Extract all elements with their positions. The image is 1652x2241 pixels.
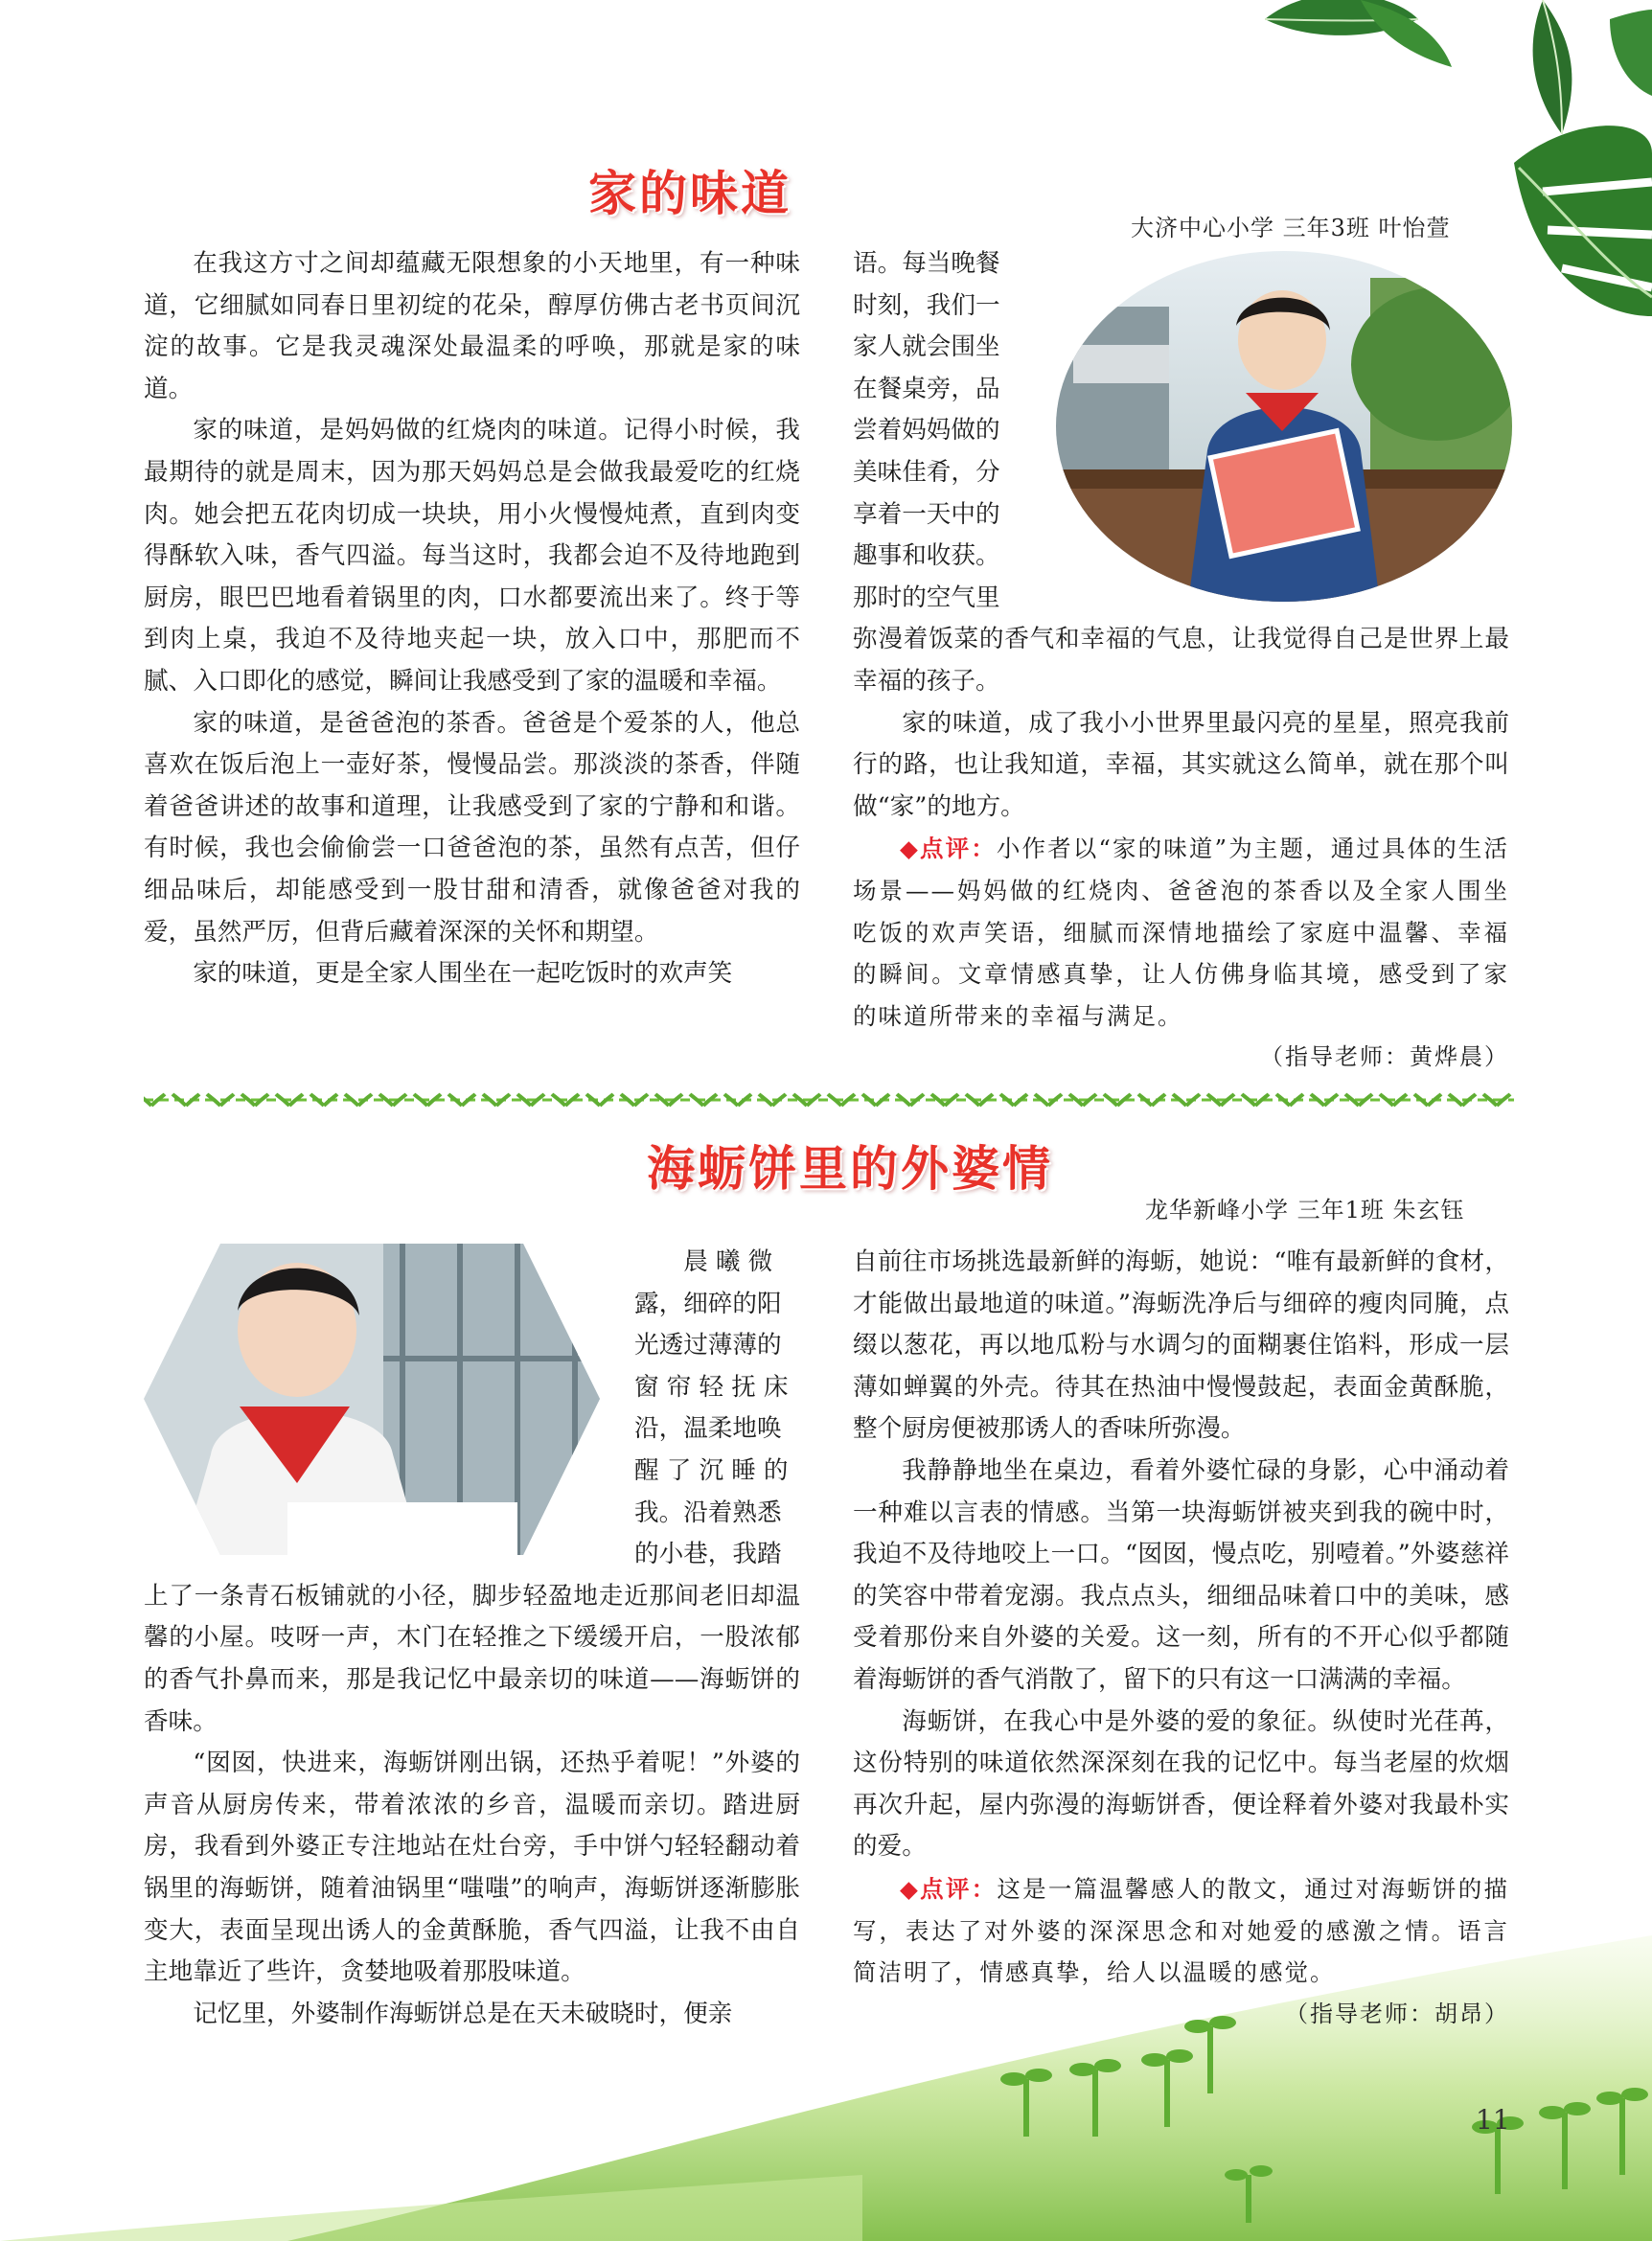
comment-text: 小作者以“家的味道”为主题，通过具体的生活场景——妈妈做的红烧肉、爸爸泡的茶香以及全家人围坐吃饭的欢声笑语，细腻而深情地描绘了家庭中温馨、幸福的瞬间。文章情感真挚，让人仿佛身临其境，感受到了家的味道所带来的幸福与满足。 [853, 835, 1509, 1030]
article2-right-column [853, 1242, 1509, 2035]
text-line: 晨 曦 微 [683, 1247, 773, 1276]
article2-paragraph: “囡囡，快进来，海蛎饼刚出锅，还热乎着呢！”外婆的声音从厨房传来，带着浓浓的乡音，温暖而亲切。踏进厨房，我看到外婆正专注地站在灶台旁，手中饼勺轻轻翻动着锅里的海蛎饼，随着油锅里“嗤嗤”的响声，海蛎饼逐渐膨胀变大，表面呈现出诱人的金黄酥脆，香气四溢，让我不由自主地靠近了些许，贪婪地吸着那股味道。 [144, 1749, 800, 1987]
text-line: 语。每当晚餐 [853, 249, 1000, 278]
text-line: 时刻，我们一 [853, 290, 1000, 320]
text-line: 家人就会围坐 [853, 332, 1000, 362]
article1-left-column [144, 243, 800, 995]
text-line: 我。沿着熟悉 [634, 1498, 782, 1527]
article1-right-column [853, 243, 1509, 1079]
text-line: 醒 了 沉 睡 的 [634, 1455, 789, 1485]
text-line: 美味佳肴，分 [853, 457, 1000, 487]
article1-paragraph: 在我这方寸之间却蕴藏无限想象的小天地里，有一种味道，它细腻如同春日里初绽的花朵，醇厚仿佛古老书页间沉淀的故事。它是我灵魂深处最温柔的呼唤，那就是家的味道。 [144, 249, 800, 403]
article2-author: 龙华新峰小学 三年1班 朱玄钰 [1145, 1197, 1465, 1223]
text-line: 的小巷，我踏 [634, 1540, 782, 1569]
article2-paragraph-continued: 上了一条青石板铺就的小径，脚步轻盈地走近那间老旧却温馨的小屋。吱呀一声，木门在轻推之下缓缓开启，一股浓郁的香气扑鼻而来，那是我记忆中最亲切的味道——海蛎饼的香味。 [144, 1581, 800, 1736]
comment-label: ◆点评： [900, 1874, 998, 1903]
article2-paragraph: 海蛎饼，在我心中是外婆的爱的象征。纵使时光荏苒，这份特别的味道依然深深刻在我的记忆中。每当老屋的炊烟再次升起，屋内弥漫的海蛎饼香，便诠释着外婆对我最朴实的爱。 [853, 1706, 1509, 1862]
article1-title: 家的味道 [588, 166, 792, 221]
article2-paragraph: 我静静地坐在桌边，看着外婆忙碌的身影，心中涌动着一种难以言表的情感。当第一块海蛎饼被夹到我的碗中时，我迫不及待地咬上一口。“囡囡，慢点吃，别噎着。”外婆慈祥的笑容中带着宠溺。我点点头，细细品味着口中的美味，感受着那份来自外婆的关爱。这一刻，所有的不开心似乎都随着海蛎饼的香气消散了，留下的只有这一口满满的幸福。 [853, 1455, 1509, 1694]
comment-text: 这是一篇温馨感人的散文，通过对海蛎饼的描写，表达了对外婆的深深思念和对她爱的感激之情。语言简洁明了，情感真挚，给人以温暖的感觉。 [853, 1874, 1509, 1987]
article2-wrap-lines [634, 1242, 800, 1576]
article1-teacher: （指导老师：黄烨晨） [1260, 1043, 1509, 1071]
article1-paragraph: 家的味道，成了我小小世界里最闪亮的星星，照亮我前行的路，也让我知道，幸福，其实就这么简单，就在那个叫做“家”的地方。 [853, 708, 1509, 821]
text-line: 窗 帘 轻 抚 床 [634, 1372, 789, 1402]
article1-author: 大济中心小学 三年3班 叶怡萱 [1131, 215, 1451, 241]
text-line: 趣事和收获。 [853, 541, 1000, 571]
article1-paragraph: 家的味道，更是全家人围坐在一起吃饭时的欢声笑 [193, 959, 733, 989]
monstera-leaf-icon [1514, 126, 1652, 316]
text-line: 光透过薄薄的 [634, 1331, 782, 1361]
leaf-icon [1533, 0, 1572, 134]
text-line: 尝着妈妈做的 [853, 416, 1000, 446]
article1-paragraph-continued: 弥漫着饭菜的香气和幸福的气息，让我觉得自己是世界上最幸福的孩子。 [853, 625, 1509, 696]
leaf-icon [1610, 10, 1652, 96]
text-line: 享着一天中的 [853, 499, 1000, 529]
comment-label: ◆点评： [900, 835, 997, 863]
article2-paragraph-continued: 自前往市场挑选最新鲜的海蛎，她说：“唯有最新鲜的食材，才能做出最地道的味道。”海蛎洗净后与细碎的瘦肉同腌，点缀以葱花，再以地瓜粉与水调匀的面糊裹住馅料，形成一层薄如蝉翼的外壳。待其在热油中慢慢鼓起，表面金黄酥脆，整个厨房便被那诱人的香味所弥漫。 [853, 1247, 1509, 1444]
article1-paragraph: 家的味道，是爸爸泡的茶香。爸爸是个爱茶的人，他总喜欢在饭后泡上一壶好茶，慢慢品尝。那淡淡的茶香，伴随着爸爸讲述的故事和道理，让我感受到了家的宁静和和谐。有时候，我也会偷偷尝一口爸爸泡的茶，虽然有点苦，但仔细品味后，却能感受到一股甘甜和清香，就像爸爸对我的爱，虽然严厉，但背后藏着深深的关怀和期望。 [144, 708, 800, 947]
article1-wrap-lines [853, 243, 1044, 619]
text-line: 露，细碎的阳 [634, 1289, 782, 1318]
article2-title: 海蛎饼里的外婆情 [647, 1141, 1053, 1197]
article2-left-column [144, 1242, 800, 2035]
article1-comment [853, 828, 1509, 1037]
text-line: 那时的空气里 [853, 583, 1000, 612]
article2-teacher: （指导老师：胡昂） [1285, 2000, 1509, 2027]
section-divider [144, 1092, 1514, 1111]
page-number: 11 [1476, 2104, 1510, 2136]
text-line: 沿，温柔地唤 [634, 1414, 782, 1444]
article1-paragraph: 家的味道，是妈妈做的红烧肉的味道。记得小时候，我最期待的就是周末，因为那天妈妈总是会做我最爱吃的红烧肉。她会把五花肉切成一块块，用小火慢慢炖煮，直到肉变得酥软入味，香气四溢。每当这时，我都会迫不及待地跑到厨房，眼巴巴地看着锅里的肉，口水都要流出来了。终于等到肉上桌，我迫不及待地夹起一块，放入口中，那肥而不腻、入口即化的感觉，瞬间让我感受到了家的温暖和幸福。 [144, 416, 800, 696]
article2-comment [853, 1868, 1509, 1994]
article2-paragraph: 记忆里，外婆制作海蛎饼总是在天未破晓时，便亲 [193, 1999, 733, 2028]
text-line: 在餐桌旁，品 [853, 374, 1000, 403]
